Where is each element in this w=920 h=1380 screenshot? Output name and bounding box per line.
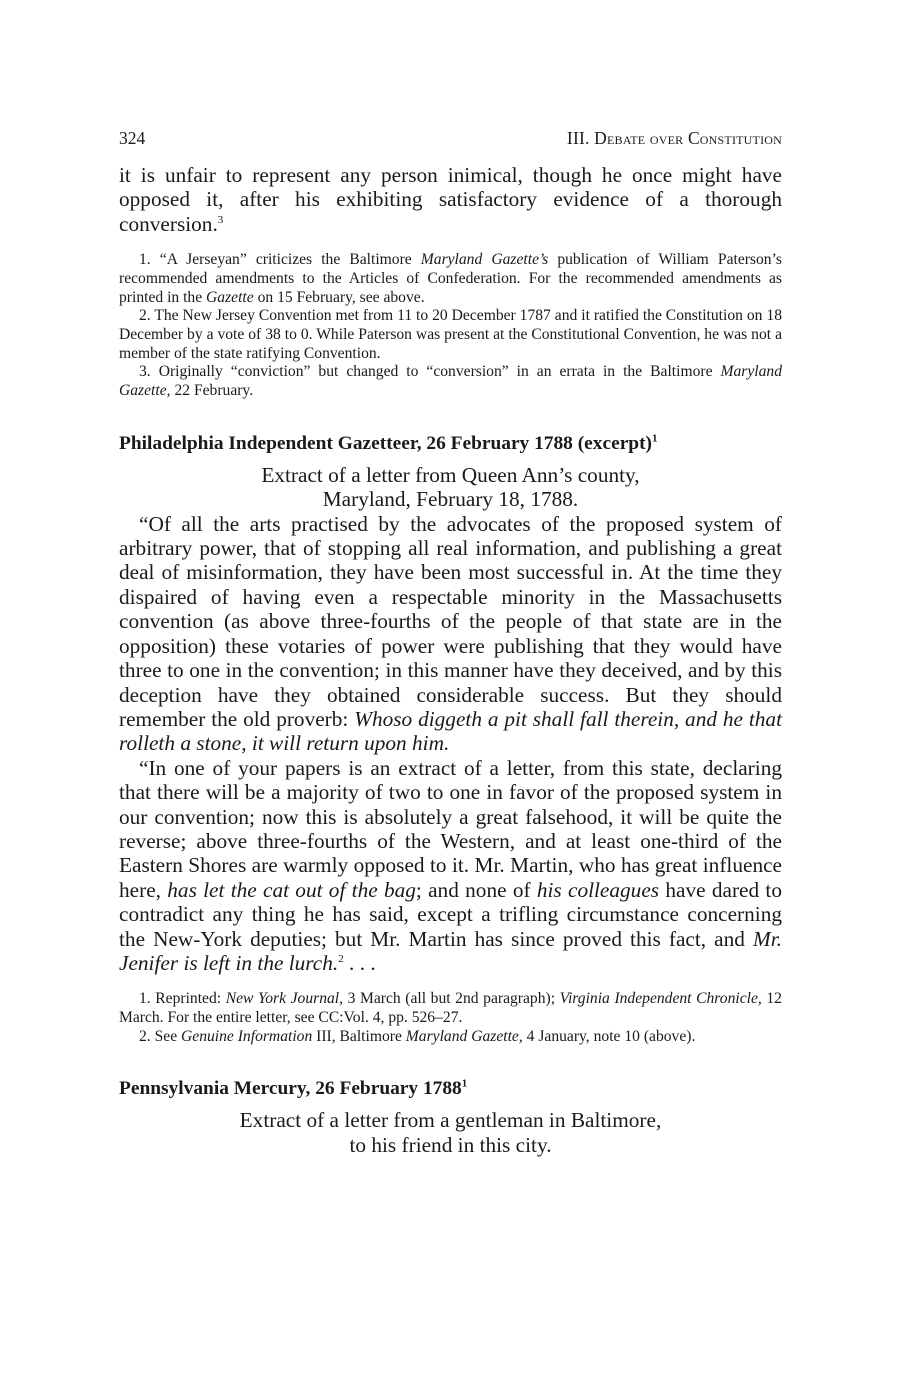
- dateline-line: Extract of a letter from a gentleman in Baltimore,: [239, 1108, 662, 1133]
- note-italic: Virginia Independent Chronicle,: [559, 990, 762, 1008]
- dateline-line: Maryland, February 18, 1788.: [322, 487, 579, 512]
- running-title: III. Debate over Constitution: [566, 128, 782, 148]
- document-page: [119, 128, 782, 1157]
- italic-phrase: has let the cat out of the bag: [167, 877, 416, 902]
- footnote-1: [119, 251, 782, 307]
- footnote-1: [119, 990, 782, 1027]
- proverb-italic: Whoso diggeth a pit shall fall therein, and he that rolleth a stone, it will return upon him.: [119, 706, 782, 756]
- section-heading-2: [119, 1078, 782, 1100]
- note-text: 12 March. For the entire letter, see CC:Vol. 4, pp. 526–27.: [119, 990, 782, 1027]
- note-text: on 15 February, see above.: [253, 288, 425, 306]
- running-header: [119, 128, 782, 149]
- note-italic: Maryland Gazette,: [405, 1027, 523, 1045]
- paragraph-text: have dared to contradict any thing he has said, except a trifling circumstance concerning the New-York deputies; but Mr. Martin has since proved this fact, and: [119, 877, 782, 951]
- footnotes-a: [119, 251, 782, 401]
- note-italic: Maryland Gazette’s: [420, 251, 549, 269]
- dateline-line: to his friend in this city.: [349, 1132, 552, 1157]
- note-text: III, Baltimore: [312, 1027, 406, 1045]
- note-italic: Maryland Gazette,: [119, 363, 782, 400]
- paragraph-text: “In one of your papers is an extract of a letter, from this state, declaring that there will be a majority of two to one in favor of the proposed system in our convention; now this is absolutely a great falsehood, it will be quite the reverse; above three-fourths of the Western, and at least one-third of the Eastern Shores are warmly opposed to it. Mr. Martin, who has great influence here,: [119, 755, 782, 902]
- note-text: 1. Reprinted:: [139, 990, 226, 1008]
- italic-phrase: his colleagues: [536, 877, 660, 902]
- paragraph-text: “Of all the arts practised by the advocates of the proposed system of arbitrary power, that of stopping all real information, and publishing a great deal of misinformation, they have been most successful in. At the time they dispaired of having even a respectable minority in the Massachusetts convention (as above three-fourths of the people of that state are in the opposition) these votaries of power were publishing that they would have three to one in the convention; in this manner have they deceived, and by this deception have they obtained considerable success. But they should remember the old proverb:: [119, 511, 782, 731]
- note-text: 3. Originally “conviction” but changed to “conversion” in an errata in the Baltimore: [139, 363, 721, 381]
- dateline-2: [119, 1108, 782, 1157]
- intro-paragraph: [119, 163, 782, 236]
- note-text: 1. “A Jerseyan” criticizes the Baltimore: [139, 251, 421, 269]
- footnotes-b: [119, 990, 782, 1046]
- paragraph-text: . . .: [343, 950, 376, 975]
- note-text: publication of William Paterson’s recommended amendments to the Articles of Confederation. For the recommended amendments as printed in the: [119, 251, 782, 306]
- note-text: 22 February.: [170, 382, 254, 400]
- page-number: 324: [119, 128, 146, 148]
- note-italic: New York Journal,: [225, 990, 344, 1008]
- note-text: 3 March (all but 2nd paragraph);: [343, 990, 560, 1008]
- note-text: 2. See: [139, 1027, 182, 1045]
- footnote-marker: 1: [461, 1078, 468, 1091]
- footnote-marker: 1: [652, 432, 658, 445]
- intro-text: it is unfair to represent any person inimical, though he once might have opposed it, after his exhibiting satisfactory evidence of a thorough conversion.: [119, 163, 782, 236]
- letter-paragraph-1: [119, 512, 782, 756]
- footnote-marker: 2: [338, 952, 344, 965]
- dateline-line: Extract of a letter from Queen Ann’s county,: [261, 462, 640, 487]
- italic-phrase: Mr. Jenifer is left in the lurch.: [119, 926, 782, 975]
- letter-paragraph-2: [119, 756, 782, 976]
- dateline-1: [119, 463, 782, 512]
- heading-text: Philadelphia Independent Gazetteer, 26 February 1788 (excerpt): [119, 432, 653, 454]
- heading-text: Pennsylvania Mercury, 26 February 1788: [119, 1078, 462, 1100]
- note-italic: Genuine Information: [181, 1027, 313, 1045]
- note-italic: Gazette: [206, 288, 254, 306]
- section-heading-1: [119, 433, 782, 455]
- footnote-2: [119, 1028, 782, 1047]
- note-text: 4 January, note 10 (above).: [522, 1027, 696, 1045]
- footnote-2: 2. The New Jersey Convention met from 11 to 20 December 1787 and it ratified the Constitution on 18 December by a vote of 38 to 0. While Paterson was present at the Constitutional Convention, he was not a member of the state ratifying Convention.: [119, 307, 782, 362]
- paragraph-text: ; and none of: [415, 877, 537, 902]
- footnote-3: [119, 363, 782, 400]
- footnote-marker: 3: [217, 213, 224, 226]
